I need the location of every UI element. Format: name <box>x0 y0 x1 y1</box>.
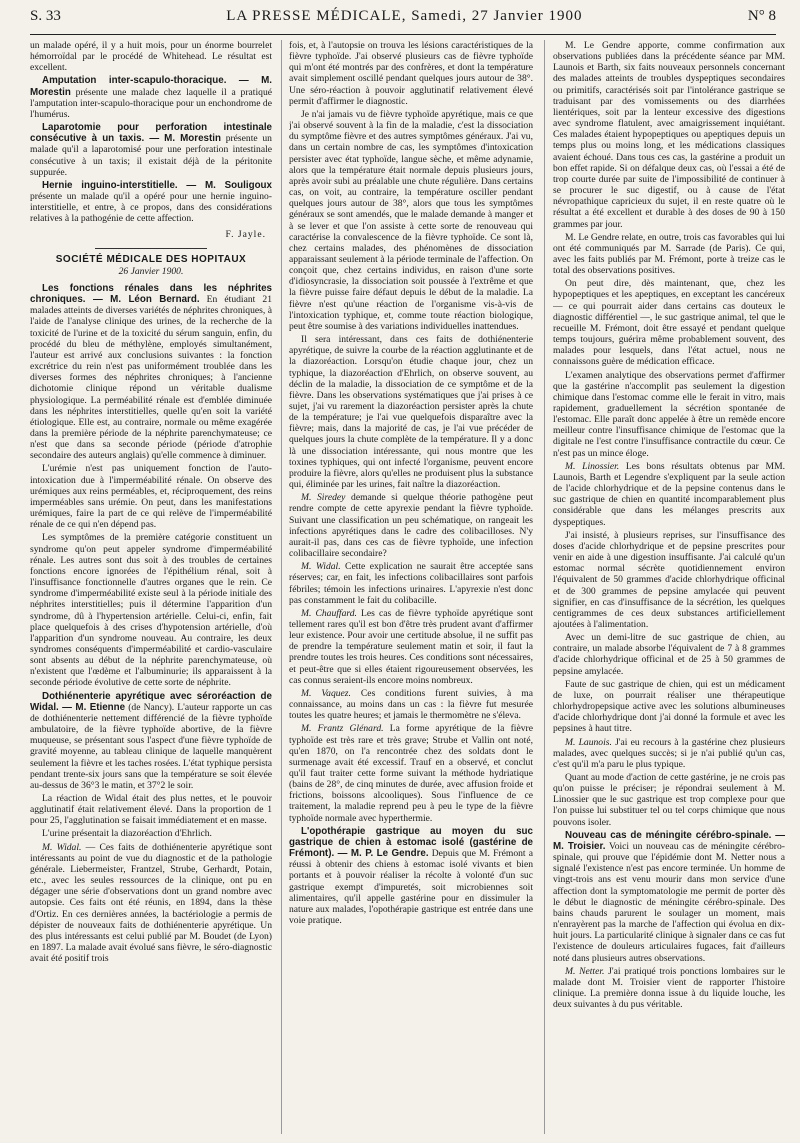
discussion-vaquez <box>289 688 533 721</box>
paragraph: fois, et, à l'autopsie on trouva les lésions caractéristiques de la fièvre typhoïde. J'ai observé plusieurs cas de fièvre typhoïde qui m'ont été montrés par des confrères, et dont la température avait simplement oscillé pendant quelques jours autour de 38°. Une séro-réaction à pouvoir agglutinatif relativement élevé permit d'affirmer le diagnostic. <box>289 40 533 107</box>
discussion-widal <box>289 561 533 606</box>
column-2 <box>289 40 533 1136</box>
article-title: Les fonctions rénales dans les néphrites chroniques. — M. Léon Bernard. <box>30 282 272 306</box>
speaker-name: M. Widal. <box>42 841 82 853</box>
column-rule-2 <box>544 40 545 1134</box>
discussion-linossier <box>553 461 785 528</box>
society-heading: SOCIÉTÉ MÉDICALE DES HOPITAUX <box>55 253 247 265</box>
speaker-name: M. Chauffard. <box>301 607 357 619</box>
speaker-name: M. Frantz Glénard. <box>301 723 384 735</box>
article-meningite <box>553 830 785 964</box>
article-fonctions-renales <box>30 283 272 462</box>
section-divider <box>95 248 207 249</box>
speaker-name: M. Widal. <box>301 561 341 573</box>
paragraph: Quant au mode d'action de cette gastérine, je ne crois pas qu'on puisse le préciser; je répondrai seulement à M. Linossier que le suc gastrique est trop complexe pour que l'on puisse lui substituer tel ou tel corps chimique que nous pouvons isoler. <box>553 772 785 828</box>
speaker-text: demande si quelque théorie pathogène peut rendre compte de cette apyrexie pendant la fièvre typhoïde. Suivant une classification un peu schématique, on rangeait les infections apyrétiques dans le cadre des colibacilloses. N'y aurait-il pas, dans ces cas de fièvre typhoïde, une infection colibacillaire secondaire? <box>289 492 533 560</box>
paragraph: On peut dire, dès maintenant, que, chez les hypopeptiques et les apeptiques, en exceptant les cancéreux — ce qui pourrait aider dans certains cas douteux le diagnostic différentiel —, le suc gastrique animal, tel que le recueille M. Frémont, doit être essayé et pendant quelque temps toujours, guérira même probablement souvent, des malades pour lesquels, dans l'état actuel, nous ne connaissons guère de médication efficace. <box>553 278 785 368</box>
article-text: présente un malade qu'il a laparotomisé pour une perforation intestinale consécutive à un taxis; il existait déjà de la péritonite suppurée. <box>30 133 272 178</box>
discussion-glenard <box>289 723 533 823</box>
speaker-text: Les bons résultats obtenus par MM. Launois, Barth et Legendre s'expliquent par la seule action de l'acide chlorhydrique et de la pepsine contenus dans le suc gastrique de chien en quantité incomparablement plus considérable que dans les mélanges prescrits aux dyspeptiques. <box>553 460 785 528</box>
article-opotherapie <box>289 826 533 926</box>
paragraph: L'urine présentait la diazoréaction d'Ehrlich. <box>42 828 212 840</box>
speaker-name: M. Vaquez. <box>301 687 351 699</box>
article-text: Depuis que M. Frémont a réussi à obtenir des chiens à estomac isolé vivants et bien portants et à pouvoir réaliser la récolte à volonté d'un suc gastrique exempt d'impuretés, soit microbiennes soit alimentaires, qu'il appelle gastérine pour en dissimuler la nature aux malades, l'opothérapie gastrique est entrée dans une voie pratique. <box>289 848 533 927</box>
article-text: présente une malade chez laquelle il a pratiqué l'amputation inter-scapulo-thoracique pour un enchondrome de l'humérus. <box>30 86 272 120</box>
article-text: présente un malade qu'il a opéré pour une hernie inguino-interstitielle, et entre, à ce propos, dans des considérations relatives à la pathogénie de cette affection. <box>30 191 272 225</box>
article-title: Hernie inguino-interstitielle. — M. Souligoux <box>42 179 272 191</box>
page-folio: S. 33 <box>30 8 61 24</box>
discussion-launois <box>553 737 785 770</box>
speaker-name: M. Siredey <box>301 492 346 504</box>
speaker-text: — Ces faits de dothiénenterie apyrétique sont intéressants au point de vue du diagnostic et de la pathologie générale. Liebermeister, Frantzel, Strube, Gerhardt, Potain, etc., avec les seules ressources de la clinique, ont pu en dégager une série d'observations dont un grand nombre avec autopsie. Ces faits ont été réunis, en 1894, dans la thèse d'Ortiz. En ces dernières années, la bactériologie a permis de dépister de nouveaux faits de dothiénenterie apyrétique. Un des plus intéressants est celui publié par M. Boudet (de Lyon) en 1897. La malade avait évolué sans fièvre, le séro-diagnostic avait été positif trois <box>30 841 272 965</box>
discussion-siredey <box>289 492 533 559</box>
speaker-text: Cette explication ne saurait être acceptée sans réserves; car, en fait, les infections colibacillaires sont parfois fébriles; témoin les infections urinaires. L'apyrexie n'est donc pas constamment le fait du colibacille. <box>289 561 533 606</box>
issue-number: N° 8 <box>747 8 776 24</box>
paragraph: Les symptômes de la première catégorie constituent un syndrome qu'on peut appeler syndrome d'imperméabilité rénale. Les autres sont dus soit à des troubles de certaines fonctions encore ignorées de l'épithélium rénal, soit à l'insuffisance fonctionnelle d'autres organes que le rein. Ce syndrome d'imperméabilité existe seul à la période initiale des néphrites interstitielles; puis il détermine l'apparition d'un syndrome, dû à l'hypertension artérielle. Celui-ci, enfin, fait place quelquefois à des crises d'hypotension artérielle, d'où l'apparition d'un syndrome nouveau. Au contraire, les deux syndromes conséquents d'imperméabilité et cardio-vasculaire sont absents au début de la néphrite parenchymateuse, où n'existent que l'œdème et l'albuminurie; ils apparaissent à la seconde période évolutive de cette sorte de néphrite. <box>30 532 272 689</box>
journal-title: LA PRESSE MÉDICALE, Samedi, 27 Janvier 1900 <box>226 8 583 24</box>
paragraph: J'ai insisté, à plusieurs reprises, sur l'insuffisance des doses d'acide chlorhydrique et de pepsine prescrites pour venir en aide à une digestion insuffisante. J'ai calculé qu'un estomac normal sécrète quotidiennement environ l'équivalent de 50 grammes d'acide chlorhydrique officinal et de 300 grammes de pepsine amylacée qui peuvent signifier, en cas d'insuffisance de la sécrétion, les quelques centigrammes de ces deux substances artificiellement ajoutées à l'alimentation. <box>553 529 785 630</box>
speaker-name: M. Linossier. <box>565 460 620 472</box>
speaker-name: M. Netter. <box>565 965 605 977</box>
column-3 <box>553 40 785 1136</box>
article-title: Dothiénenterie apyrétique avec séroréaction de Widal. — M. Etienne <box>30 690 272 713</box>
paragraph: M. Le Gendre relate, en outre, trois cas favorables qui lui ont été communiqués par M. Sarrade (de Paris). Ce qui, avec les faits publiés par M. Frémont, porte à treize cas le total des observations positives. <box>553 231 785 277</box>
paragraph: Je n'ai jamais vu de fièvre typhoïde apyrétique, mais ce que j'ai observé souvent à la fin de la maladie, c'est la dissociation du symptôme fièvre et des autres symptômes généraux. J'ai vu, dans un certain nombre de cas, les symptômes d'intoxication persister avec état typhoïde, langue sèche, et même adynamie, alors que la température était normale depuis plusieurs jours, après avoir subi au préalable une chute régulière. Dans certains cas, on voit, au contraire, la température osciller pendant quelques jours autour de 38°, alors que tous les symptômes généraux se sont amendés, que le malade demande à manger et à se lever et que l'on assiste à cette sorte de renouveau qui caractérise la convalescence de la fièvre typhoïde. Ce sont là, chez certains malades, des phénomènes de dissociation apparaissant seulement à la période terminale de l'affection. On conçoit que, chez certains individus, en raison d'une sorte d'idiosyncrasie, la dissociation soit poussée à l'extrême et que la fièvre puisse faire défaut depuis le début de la maladie. La fièvre n'est qu'une réaction de l'organisme vis-à-vis de l'intoxication typhique, et, comme toute réaction biologique, peut être soumise à des variations individuelles inattendues. <box>289 108 533 332</box>
column-1 <box>30 40 272 1136</box>
article-title: L'opothérapie gastrique au moyen du suc gastrique de chien à estomac isolé (gastérine de Frémont). — M. P. Le Gendre. <box>289 825 533 860</box>
speaker-text: Ces conditions furent suivies, à ma connaissance, au moins dans un cas : la fièvre fut mesurée toutes les quatre heures; et jamais le thermomètre ne s'éleva. <box>289 687 533 722</box>
paragraph: M. Le Gendre apporte, comme confirmation aux observations publiées dans la précédente séance par MM. Launois et Barth, six faits nouveaux personnels concernant des malades atteints de troubles dyspeptiques secondaires ou primitifs, caractérisés soit par l'intolérance gastrique se traduisant par des vomissements ou des diarrhées lientériques, soit par la lenteur excessive des digestions avec syndrome flatulent, avec amaigrissement inquiétant. Ces malades étaient hypopeptiques ou apeptiques depuis un temps plus ou moins long, et les médications classiques avaient échoué. Dans tous ces cas, la gastérine a produit un bon effet rapide. Si on défalque deux cas, où l'essai a été de trop courte durée par suite de l'impossibilité de continuer à se procurer le suc digestif, ou à cause de l'état névropathique capricieux du sujet, il en reste quatre où le résultat a été excellent et durable à des doses de 90 à 150 grammes par jour. <box>553 40 785 230</box>
article-title: Laparotomie pour perforation intestinale consécutive à un taxis. — M. Morestin <box>30 122 272 145</box>
discussion-widal <box>30 842 272 965</box>
speaker-text: Les cas de fièvre typhoïde apyrétique sont tellement rares qu'il est bon d'être très prudent avant d'affirmer leur existence. Pour avoir une certitude absolue, il ne suffit pas de prendre la température seulement matin et soir, il faut la prendre toutes les trois heures. Ces conditions sont nécessaires, et peut-être que si elles étaient rigoureusement observées, les cas connus seraient-ils encore moins nombreux. <box>289 607 533 686</box>
article-title: Amputation inter-scapulo-thoracique. — M. Morestin <box>30 75 272 98</box>
paragraph: un malade opéré, il y a huit mois, pour un énorme bourrelet hémorroïdal par le procédé de Whitehead. Le résultat est excellent. <box>30 40 272 74</box>
speaker-text: La forme apyrétique de la fièvre typhoïde est très rare et très grave; Strube et Vallin ont noté, qu'en 1870, on l'a rencontrée chez des soldats dont le surmenage avait été excessif. Trauf en a observé, et conclut qu'il faut traiter cette forme suivant la méthode hydriatique (bains de 28°, de cinq minutes de durée, avec affusion froide et frictions, boissons alcooliques). Sous l'influence de ce traitement, la maladie reprend peu à peu le type de la fièvre typhoïde normale avec hyperthermie. <box>289 723 533 824</box>
page-header <box>30 8 776 35</box>
article-hernie <box>30 180 272 225</box>
paragraph: Faute de suc gastrique de chien, qui est un médicament de luxe, on pourrait réaliser une thérapeutique chlorhydropepsique active avec les solutions albumineuses d'acide chlorhydrique dont j'ai donné la formule et avec les pepsines à haut titre. <box>553 678 785 735</box>
article-text: En étudiant 21 malades atteints de diverses variétés de néphrites chroniques, à l'aide de l'analyse clinique des urines, de la recherche de la toxicité de l'urine et de la toxicité du sérum sanguin, enfin, du procédé du bleu de méthylène, employés simultanément, l'auteur est arrivé aux conclusions suivantes : la fonction excrétrice du rein n'est pas uniformément troublée dans les diverses formes des néphrites chroniques; à l'ancienne dichotomie clinique répond un véritable dualisme physiologique. La perméabilité rénale est d'emblée diminuée dans les néphrites interstitielles, quelle qu'en soit la variété étiologique. Elle est, au contraire, normale ou même exagérée dans la première période de la néphrite parenchymateuse; ce n'est que dans sa seconde période (période d'atrophie secondaire des auteurs anglais) qu'elle commence à diminuer. <box>30 294 272 462</box>
article-text: Voici un nouveau cas de méningite cérébro-spinale, qui prouve que l'épidémie dont M. Netter nous a signalé l'existence n'est pas encore terminée. Un homme de vingt-trois ans est venu mourir dans mon service d'une affection dont la symptomatologie me permit de porter dès le début le diagnostic de méningite cérébro-spinale. Des bains chauds parurent le soulager un moment, mais n'enrayèrent pas la marche de l'affection qui évolua en dix-huit jours. La particularité clinique à signaler dans ce cas fut l'existence de douleurs articulaires fugaces, fait d'ailleurs noté dans plusieurs autres observations. <box>553 840 785 964</box>
article-laparotomie <box>30 122 272 178</box>
paragraph: L'urémie n'est pas uniquement fonction de l'auto-intoxication due à l'imperméabilité rénale. On observe des urémiques aux reins perméables, et, réciproquement, des reins imperméables sans urémie. On peut, dans les manifestations urémiques, faire la part de ce qui relève de l'imperméabilité rénale de ce qui n'en dépend pas. <box>30 463 272 531</box>
speaker-name: M. Launois. <box>565 736 612 748</box>
author-signature: F. Jayle. <box>225 228 266 240</box>
article-title: Nouveau cas de méningite cérébro-spinale. — M. Troisier. <box>553 829 785 852</box>
paragraph: L'examen analytique des observations permet d'affirmer que la gastérine n'accomplit pas seulement la digestion chimique dans l'estomac comme elle le ferait in vitro, mais rapidement, graduellement la sécrétion spontanée de l'estomac. Elle paraît donc appelée à être un remède encore meilleur contre l'insuffisance chimique de l'estomac que la digitale ne l'est contre l'insuffisance contractile du cœur. Ce n'est pas un mince éloge. <box>553 369 785 459</box>
speaker-text: J'ai pratiqué trois ponctions lombaires sur le malade dont M. Troisier vient de rapporter l'histoire clinique. La première donna issue à du liquide louche, les deux suivantes à du pus véritable. <box>553 965 785 1011</box>
discussion-netter <box>553 966 785 1011</box>
session-date: 26 Janvier 1900. <box>118 265 184 277</box>
article-amputation <box>30 75 272 120</box>
paragraph: La réaction de Widal était des plus nettes, et le pouvoir agglutinatif était relativement élevé. Dans la proportion de 1 pour 25, l'agglutination se faisait immédiatement et en masse. <box>30 793 272 827</box>
discussion-chauffard <box>289 608 533 686</box>
paragraph: Avec un demi-litre de suc gastrique de chien, au contraire, un malade absorbe l'équivalent de 7 à 8 grammes d'acide chlorhydrique officinal et de 25 à 50 grammes de pepsine amylacée. <box>553 632 785 677</box>
speaker-text: J'ai eu recours à la gastérine chez plusieurs malades, avec quelques succès; si je n'ai publié qu'un cas, c'est qu'il m'a paru le plus typique. <box>553 736 785 770</box>
article-text: (de Nancy). L'auteur rapporte un cas de dothiénenterie nettement différencié de la fièvre typhoïde ambulatoire, de la fièvre typhoïde abortive, de la fièvre muqueuse, se présentant sous l'aspect d'une fièvre typhoïde de gravité moyenne, au tableau clinique de laquelle manquèrent seulement la fièvre et les taches rosées. L'état typhique persista pendant trente-six jours sans que la température se soit élevée au-dessus de 36°3 le matin, et 37°2 le soir. <box>30 701 272 791</box>
article-dothienenterie <box>30 691 272 791</box>
paragraph: Il sera intéressant, dans ces faits de dothiénenterie apyrétique, de suivre la courbe de la réaction agglutinante et de la diazoréaction. Lorsqu'on étudie chaque jour, chez un typhique, la diazoréaction d'Ehrlich, on observe souvent, au déclin de la maladie, la dissociation de ce symptôme et de la fièvre. Dans les observations systématiques que j'ai prises à ce sujet, j'ai vu rarement la diazoréaction persister après la chute de la température; je l'ai vue quelquefois disparaître avec la fièvre; mais, dans la majorité de cas, je l'ai vue précéder de quelques jours la chute complète de la température. Il y a donc là une dissociation intéressante, qui nous montre que les toxines typhiques, qui ont infecté l'organisme, peuvent encore produire la fièvre, alors qu'elles ne produisent plus la substance qui, éliminée par les urines, fait naître la diazoréaction. <box>289 334 533 491</box>
column-rule-1 <box>281 40 282 1134</box>
